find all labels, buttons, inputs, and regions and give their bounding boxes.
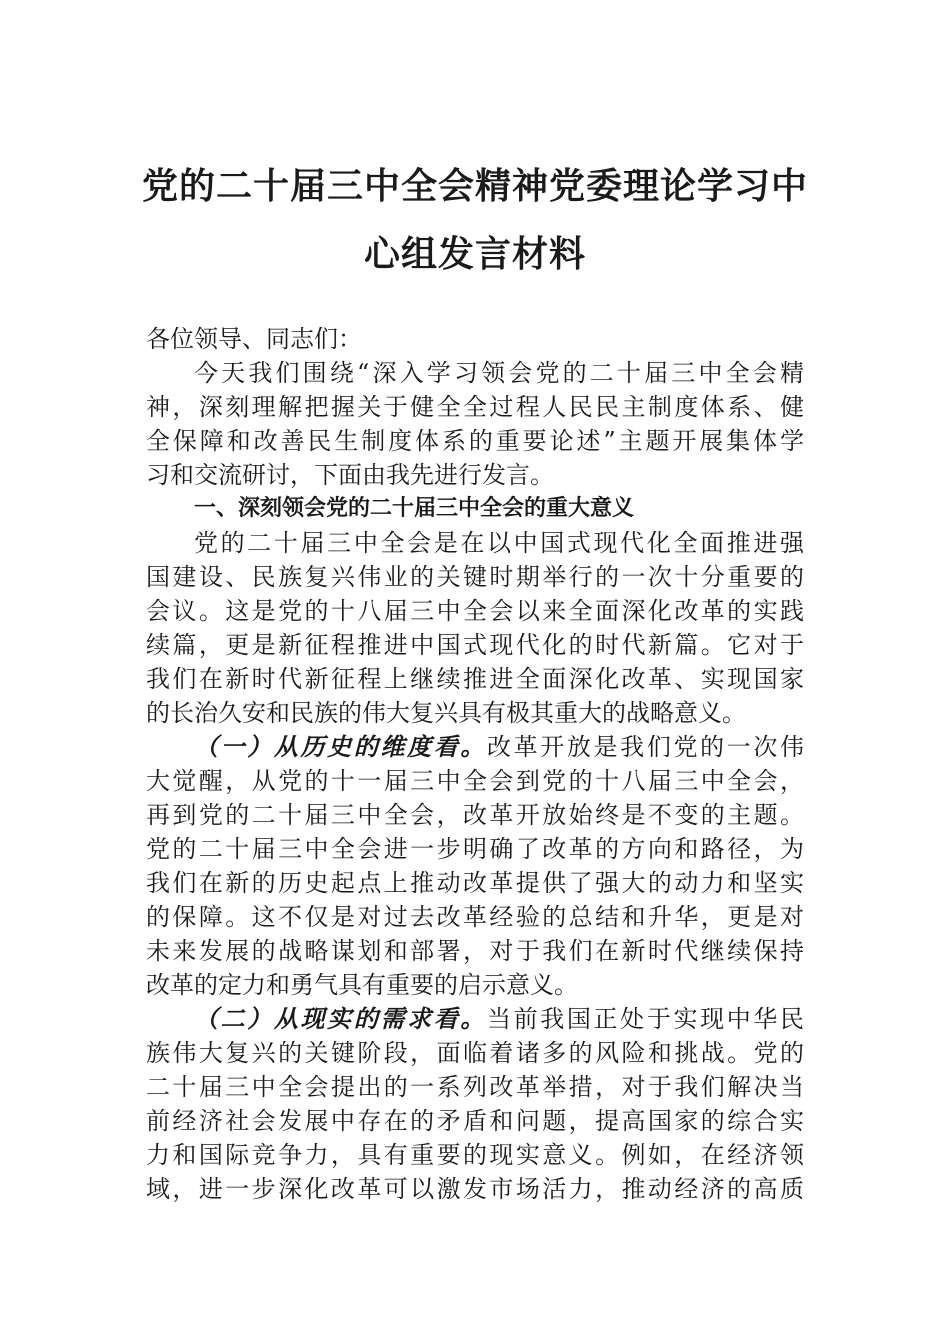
paragraph-line: 改革的定力和勇气具有重要的启示意义。 [146, 971, 578, 999]
paragraph-line: 续篇，更是新征程推进中国式现代化的时代新篇。它对于 [146, 631, 804, 659]
intro-line: 习和交流研讨，下面由我先进行发言。 [146, 461, 554, 489]
salutation: 各位领导、同志们： [146, 325, 362, 353]
subsection-lead-2: （二）从现实的需求看。 [194, 1004, 487, 1033]
paragraph-line: 党的二十届三中全会是在以中国式现代化全面推进强 [194, 529, 804, 557]
paragraph-line: 的保障。这不仅是对过去改革经验的总结和升华，更是对 [146, 903, 804, 931]
document-title-line-1: 党的二十届三中全会精神党委理论学习中 [141, 166, 808, 207]
paragraph-line: 的长治久安和民族的伟大复兴具有极其重大的战略意义。 [146, 699, 746, 727]
document-body [146, 322, 804, 1206]
intro-line: 神，深刻理解把握关于健全全过程人民民主制度体系、健 [146, 393, 804, 421]
subsection-lead-1: （一）从历史的维度看。 [194, 732, 487, 761]
paragraph-line: 国建设、民族复兴伟业的关键时期举行的一次十分重要的 [146, 563, 804, 591]
paragraph-line: 未来发展的战略谋划和部署，对于我们在新时代继续保持 [146, 937, 804, 965]
paragraph-line: 力和国际竞争力，具有重要的现实意义。例如，在经济领 [146, 1141, 804, 1169]
paragraph-line: 我们在新时代新征程上继续推进全面深化改革、实现国家 [146, 665, 804, 693]
subsection-first-line [146, 1002, 804, 1036]
paragraph-line: 会议。这是党的十八届三中全会以来全面深化改革的实践 [146, 597, 804, 625]
paragraph-line: 党的二十届三中全会进一步明确了改革的方向和路径，为 [146, 835, 804, 863]
paragraph-line: 前经济社会发展中存在的矛盾和问题，提高国家的综合实 [146, 1107, 804, 1135]
paragraph-line: 族伟大复兴的关键阶段，面临着诸多的风险和挑战。党的 [146, 1039, 804, 1067]
intro-line: 今天我们围绕“深入学习领会党的二十届三中全会精 [194, 359, 804, 387]
intro-line: 全保障和改善民生制度体系的重要论述”主题开展集体学 [146, 427, 804, 455]
subsection-first-line [146, 730, 804, 764]
paragraph-line: 域，进一步深化改革可以激发市场活力，推动经济的高质 [146, 1175, 804, 1203]
paragraph-line: 再到党的二十届三中全会，改革开放始终是不变的主题。 [146, 801, 804, 829]
document-title-line-2: 心组发言材料 [363, 234, 586, 275]
subsection-text: 改革开放是我们党的一次伟 [487, 733, 804, 761]
section-heading-1: 一、深刻领会党的二十届三中全会的重大意义 [194, 496, 635, 521]
subsection-text: 当前我国正处于实现中华民 [487, 1005, 804, 1033]
paragraph-line: 大觉醒，从党的十一届三中全会到党的十八届三中全会， [146, 767, 804, 795]
paragraph-line: 二十届三中全会提出的一系列改革举措，对于我们解决当 [146, 1073, 804, 1101]
paragraph-line: 我们在新的历史起点上推动改革提供了强大的动力和坚实 [146, 869, 804, 897]
